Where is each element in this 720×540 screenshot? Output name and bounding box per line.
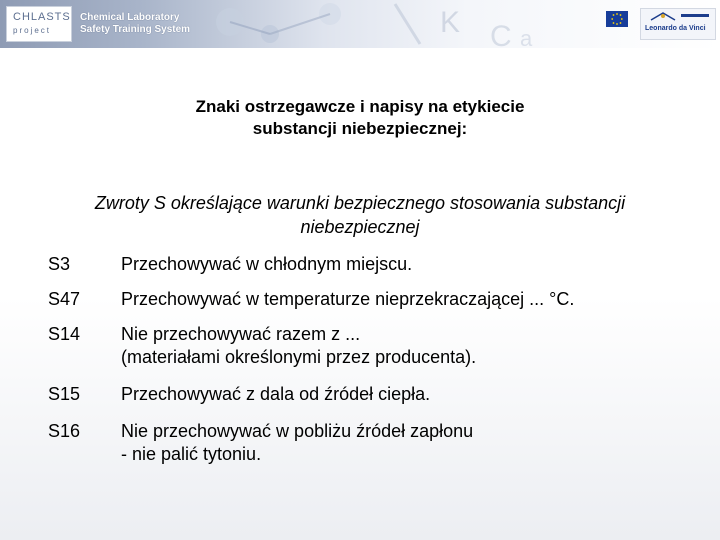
phrase-line: Nie przechowywać razem z ... [121, 324, 361, 344]
banner-text [80, 12, 190, 36]
title-line-1: Znaki ostrzegawcze i napisy na etykiecie [195, 97, 525, 116]
subtitle-line-1: Zwroty S określające warunki bezpiecznego stosowania substancji [94, 193, 626, 213]
phrase-code: S47 [48, 289, 81, 309]
svg-text:a: a [520, 26, 533, 48]
phrase-line: (materiałami określonymi przez producenta). [121, 347, 477, 367]
phrase-text [121, 323, 681, 369]
phrase-line: Przechowywać z dala od źródeł ciepła. [121, 384, 431, 404]
phrase-code: S16 [48, 421, 81, 441]
banner-line-2: Safety Training System [80, 24, 191, 35]
phrase-line: - nie palić tytoniu. [121, 444, 262, 464]
phrase-code: S15 [48, 384, 81, 404]
phrase-line: Przechowywać w chłodnym miejscu. [121, 254, 413, 274]
eu-flag-icon [606, 11, 628, 27]
page-title [100, 96, 620, 140]
phrase-text [121, 420, 681, 466]
title-line-2: substancji niebezpiecznej: [252, 119, 468, 138]
phrase-code: S3 [48, 254, 71, 274]
phrase-text [121, 383, 681, 406]
phrase-line: Nie przechowywać w pobliżu źródeł zapłonu [121, 421, 474, 441]
section-subtitle [30, 191, 690, 239]
logo-subtitle: project [13, 26, 52, 35]
header-banner [0, 0, 720, 48]
chlasts-logo [6, 6, 72, 42]
svg-text:C: C [490, 20, 512, 48]
svg-text:K: K [440, 6, 461, 39]
banner-line-1: Chemical Laboratory [80, 12, 180, 23]
phrase-line: Przechowywać w temperaturze nieprzekraczającej ... °C. [121, 289, 575, 309]
phrase-code: S14 [48, 324, 81, 344]
subtitle-line-2: niebezpiecznej [300, 217, 420, 237]
leonardo-emblem-icon [641, 10, 715, 24]
leonardo-da-vinci-logo [640, 8, 716, 40]
phrase-text [121, 288, 681, 311]
partner-logo-text: Leonardo da Vinci [645, 25, 706, 32]
logo-title: CHLASTS [13, 11, 71, 23]
phrase-text [121, 253, 681, 276]
